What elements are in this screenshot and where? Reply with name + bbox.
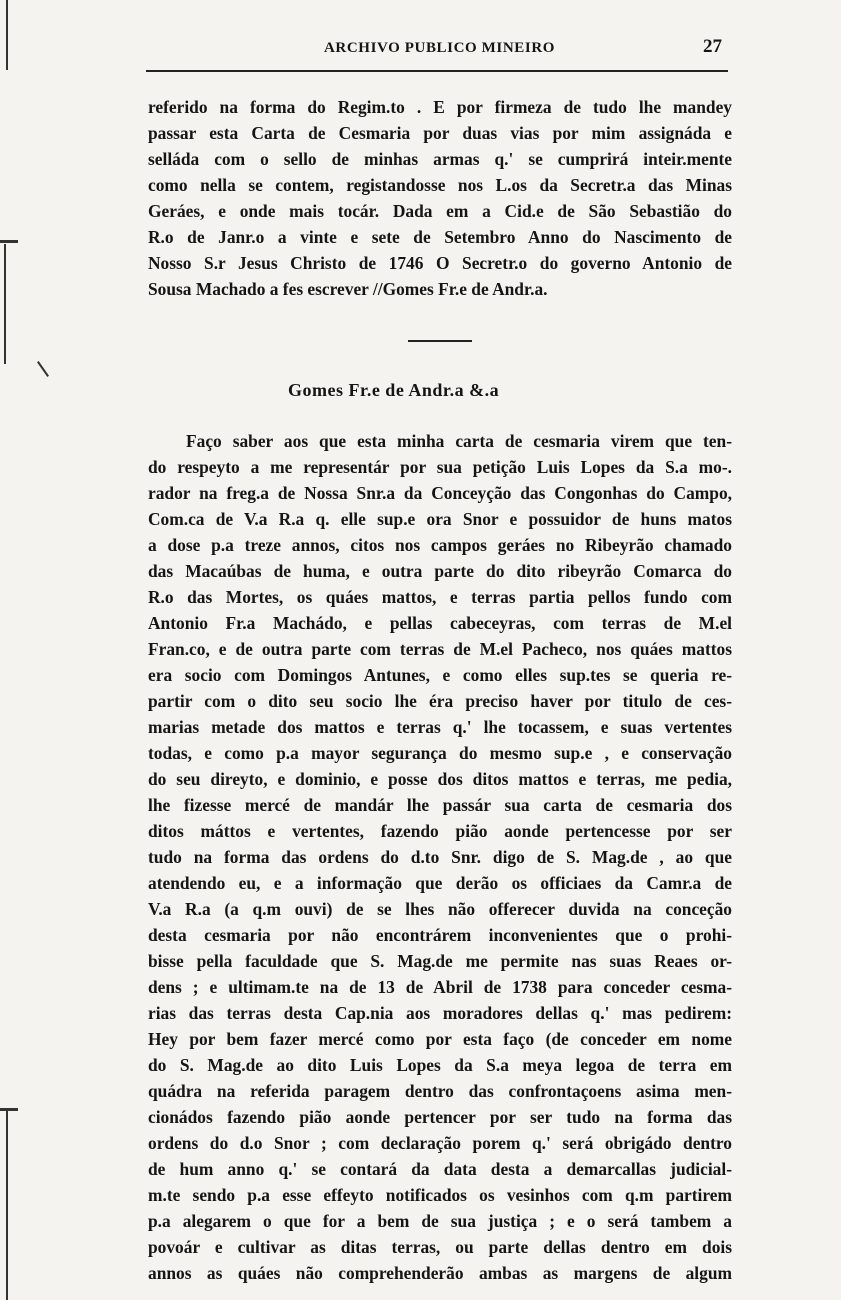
first-paragraph: [148, 94, 732, 302]
text-line: m.te sendo p.a esse effeyto notificados os vesinhos com q.m partirem: [148, 1185, 732, 1205]
text-line: p.a alegarem o que for a bem de sua justiça ; e o será tambem a: [148, 1211, 732, 1231]
text-line: Sousa Machado a fes escrever //Gomes Fr.e de Andr.a.: [148, 279, 548, 299]
text-line: rador na freg.a de Nossa Snr.a da Conceyção das Congonhas do Campo,: [148, 483, 732, 503]
section-divider: [408, 340, 472, 342]
text-line: rias das terras desta Cap.nia aos moradores dellas q.' mas pedirem:: [148, 1003, 732, 1023]
text-line: lhe fizesse mercé de mandár lhe passár sua carta de cesmaria dos: [148, 795, 732, 815]
text-line: ditos máttos e vertentes, fazendo pião aonde pertencesse por ser: [148, 821, 732, 841]
scan-artifact: [0, 1108, 18, 1111]
text-line: povoár e cultivar as ditas terras, ou parte dellas dentro em dois: [148, 1237, 732, 1257]
text-line: a dose p.a treze annos, citos nos campos geráes no Ribeyrão chamado: [148, 535, 732, 555]
scan-artifact: [4, 244, 6, 364]
page-number: 27: [703, 36, 722, 57]
text-line: marias metade dos mattos e terras q.' lhe tocassem, e suas vertentes: [148, 717, 732, 737]
text-line: ordens do d.o Snor ; com declaração porem q.' será obrigádo dentro: [148, 1133, 732, 1153]
text-line: desta cesmaria por não encontrárem inconvenientes que o prohi-: [148, 925, 732, 945]
scan-artifact: [37, 361, 49, 377]
running-header: [148, 36, 728, 66]
text-line: quádra na referida paragem dentro das confrontaçoens asima men-: [148, 1081, 732, 1101]
text-line: R.o de Janr.o a vinte e sete de Setembro Anno do Nascimento de: [148, 227, 732, 247]
text-line: Hey por bem fazer mercé como por esta faço (de conceder em nome: [148, 1029, 732, 1049]
text-line: de hum anno q.' se contará da data desta a demarcallas judicial-: [148, 1159, 732, 1179]
text-line: tudo na forma das ordens do d.to Snr. digo de S. Mag.de , ao que: [148, 847, 732, 867]
header-title: ARCHIVO PUBLICO MINEIRO: [324, 40, 556, 56]
text-line: Com.ca de V.a R.a q. elle sup.e ora Snor e possuidor de huns matos: [148, 509, 732, 529]
text-line: V.a R.a (a q.m ouvi) de se lhes não offerecer duvida na conceção: [148, 899, 732, 919]
header-rule: [146, 70, 728, 72]
text-line: do S. Mag.de ao dito Luis Lopes da S.a meya legoa de terra em: [148, 1055, 732, 1075]
text-line: das Macaúbas de huma, e outra parte do dito ribeyrão Comarca do: [148, 561, 732, 581]
text-line: Nosso S.r Jesus Christo de 1746 O Secretr.o do governo Antonio de: [148, 253, 732, 273]
scan-artifact: [0, 240, 18, 243]
text-line: como nella se contem, registandosse nos L.os da Secretr.a das Minas: [148, 175, 732, 195]
text-line: passar esta Carta de Cesmaria por duas vias por mim assignáda e: [148, 123, 732, 143]
scan-artifact: [6, 0, 8, 70]
text-line: do seu direyto, e dominio, e posse dos ditos mattos e terras, me pedia,: [148, 769, 732, 789]
text-line: referido na forma do Regim.to . E por firmeza de tudo lhe mandey: [148, 97, 732, 117]
text-line: Faço saber aos que esta minha carta de cesmaria virem que ten-: [186, 431, 732, 451]
text-line: do respeyto a me representár por sua petição Luis Lopes da S.a mo-.: [148, 457, 732, 477]
text-line: annos as quáes não comprehenderão ambas as margens de algum: [148, 1263, 732, 1283]
text-line: todas, e como p.a mayor segurança do mesmo sup.e , e conservação: [148, 743, 732, 763]
text-line: R.o das Mortes, os quáes mattos, e terras partia pellos fundo com: [148, 587, 732, 607]
text-line: Antonio Fr.a Machádo, e pellas cabeceyras, com terras de M.el: [148, 613, 732, 633]
text-line: Geráes, e onde mais tocár. Dada em a Cid.e de São Sebastião do: [148, 201, 732, 221]
text-line: cionádos fazendo pião aonde pertencer por ser tudo na forma das: [148, 1107, 732, 1127]
text-line: atendendo eu, e a informação que derão os officiaes da Camr.a de: [148, 873, 732, 893]
text-line: Fran.co, e de outra parte com terras de M.el Pacheco, nos quáes mattos: [148, 639, 732, 659]
text-line: dens ; e ultimam.te na de 13 de Abril de 1738 para conceder cesma-: [148, 977, 732, 997]
text-line: era socio com Domingos Antunes, e como elles sup.tes se queria re-: [148, 665, 732, 685]
section-heading: Gomes Fr.e de Andr.a &.a: [288, 380, 500, 400]
text-line: selláda com o sello de minhas armas q.' se cumprirá inteir.mente: [148, 149, 732, 169]
text-line: partir com o dito seu socio lhe éra preciso haver por titulo de ces-: [148, 691, 732, 711]
text-line: bisse pella faculdade que S. Mag.de me permite nas suas Reaes or-: [148, 951, 732, 971]
second-paragraph: [148, 428, 732, 1286]
scan-artifact: [6, 1111, 8, 1300]
